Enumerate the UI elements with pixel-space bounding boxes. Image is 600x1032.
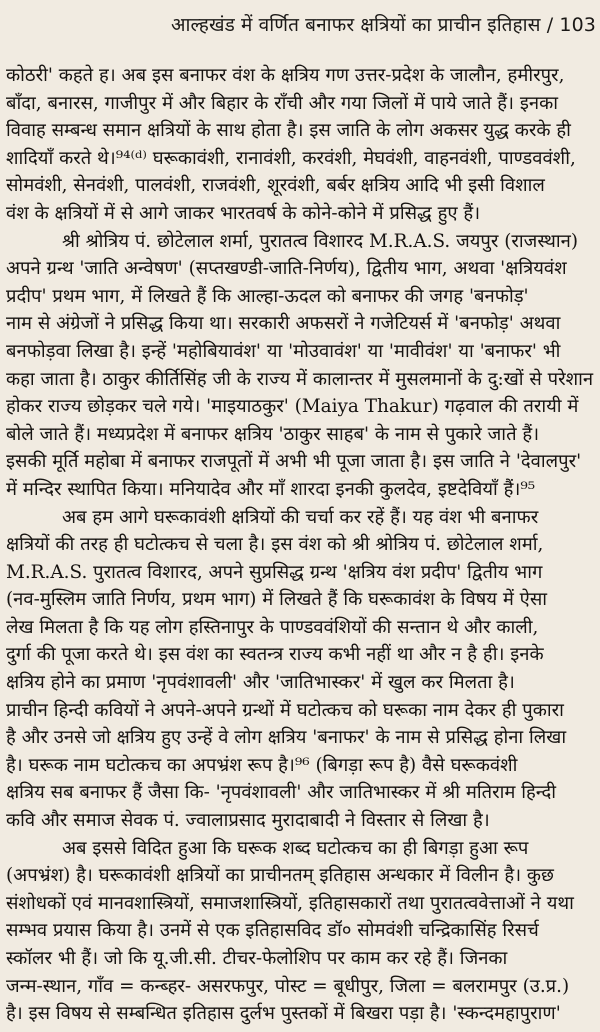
text-line: इसकी मूर्ति महोबा में बनाफर राजपूतों में अभी भी पूजा जाता है। इस जाति ने 'देवालपुर' xyxy=(6,451,582,473)
text-line: (अपभ्रंश) है। घरूकावंशी क्षत्रियों का प्राचीनतम् इतिहास अन्धकार में विलीन है। कुछ xyxy=(6,865,554,887)
header-separator: / xyxy=(546,14,554,36)
text-line: क्षत्रिय सब बनाफर हैं जैसा कि- 'नृपवंशावली' और जातिभास्कर में श्री मतिराम हिन्दी xyxy=(6,782,556,804)
text-line: है। घरूक नाम घटोत्कच का अपभ्रंश रूप है।⁹⁶ (बिगड़ा रूप है) वैसे घरूकवंशी xyxy=(6,754,518,776)
text-line: सम्भव प्रयास किया है। उनमें से एक इतिहासविद डॉ० सोमवंशी चन्द्रिकासिंह रिसर्च xyxy=(6,920,539,942)
text-line: कवि और समाज सेवक पं. ज्वालाप्रसाद मुरादाबादी ने विस्तार से लिखा है। xyxy=(6,810,490,832)
text-line: कोठरी' कहते ह। अब इस बनाफर वंश के क्षत्रिय गण उत्तर-प्रदेश के जालौन, हमीरपुर, xyxy=(6,65,565,86)
text-line: जन्म-स्थान, गाँव = कन्ब्हर- असरफपुर, पोस्ट = बूधीपुर, जिला = बलरामपुर (उ.प्र.) xyxy=(6,975,570,997)
text-line: बनफोड़वा लिखा है। इन्हें 'महोबियावंश' या 'मोउवावंश' या 'मावीवंश' या 'बनाफर' भी xyxy=(6,340,561,362)
text-line: अब इससे विदित हुआ कि घरूक शब्द घटोत्कच का ही बिगड़ा हुआ रूप xyxy=(62,837,529,859)
text-line: श्री श्रोत्रिय पं. छोटेलाल शर्मा, पुरातत्व विशारद M.R.A.S. जयपुर (राजस्थान) xyxy=(62,230,578,252)
text-line: नाम से अंग्रेजों ने प्रसिद्ध किया था। सरकारी अफसरों ने गजेटियर्स में 'बनफोड़' अथवा xyxy=(6,313,561,335)
text-line: दुर्गा की पूजा करते थे। इस वंश का स्वतन्त्र राज्य कभी नहीं था और न है ही। इनके xyxy=(6,644,544,666)
text-line: M.R.A.S. पुरातत्व विशारद, अपने सुप्रसिद्ध ग्रन्थ 'क्षत्रिय वंश प्रदीप' द्वितीय भाग xyxy=(6,561,543,583)
text-line: कहा जाता है। ठाकुर कीर्तिसिंह जी के राज्य में कालान्तर में मुसलमानों के दु:खों से परेशान xyxy=(6,368,594,390)
text-line: प्रदीप' प्रथम भाग, में लिखते हैं कि आल्हा-ऊदल को बनाफर की जगह 'बनफोड़' xyxy=(6,285,529,307)
text-line: प्राचीन हिन्दी कवियों ने अपने-अपने ग्रन्थों में घटोत्कच को घरूका नाम देकर ही पुकारा xyxy=(6,699,564,721)
page-number: 103 xyxy=(559,14,596,36)
text-line: क्षत्रिय होने का प्रमाण 'नृपवंशावली' और 'जातिभास्कर' में खुल कर मिलता है। xyxy=(6,672,515,694)
text-line: अपने ग्रन्थ 'जाति अन्वेषण' (सप्तखण्डी-जाति-निर्णय), द्वितीय भाग, अथवा 'क्षत्रियवंश xyxy=(6,258,567,280)
text-line: संशोधकों एवं मानवशास्त्रियों, समाजशास्त्रियों, इतिहासकारों तथा पुरातत्ववेत्ताओं ने यथा xyxy=(6,892,574,914)
text-line: सोमवंशी, सेनवंशी, पालवंशी, राजवंशी, शूरवंशी, बर्बर क्षत्रिय आदि भी इसी विशाल xyxy=(6,175,545,197)
text-line: विवाह सम्बन्ध समान क्षत्रियों के साथ होता है। इस जाति के लोग अकसर युद्ध करके ही xyxy=(6,120,571,142)
text-line: होकर राज्य छोड़कर चले गये। 'माइयाठकुर' (Maiya Thakur) गढ़वाल की तरायी में xyxy=(6,396,579,418)
text-line: लेख मिलता है कि यह लोग हस्तिनापुर के पाण्डववंशियों की सन्तान थे और काली, xyxy=(6,616,539,638)
text-line: है। इस विषय से सम्बन्धित इतिहास दुर्लभ पुस्तकों में बिखरा पड़ा है। 'स्कन्दमहापुराण' xyxy=(6,1003,561,1025)
text-line: (नव-मुस्लिम जाति निर्णय, प्रथम भाग) में लिखते हैं कि घरूकावंश के विषय में ऐसा xyxy=(6,589,548,611)
text-line: में मन्दिर स्थापित किया। मनियादेव और माँ शारदा इनकी कुलदेव, इष्टदेवियाँ हैं।⁹⁵ xyxy=(6,478,536,500)
header-title: आल्हखंड में वर्णित बनाफर क्षत्रियों का प्राचीन इतिहास xyxy=(171,14,541,36)
text-line: वंश के क्षत्रियों में से आगे जाकर भारतवर्ष के कोने-कोने में प्रसिद्ध हुए हैं। xyxy=(6,202,481,224)
text-line: है और उनसे जो क्षत्रिय हुए उन्हें वे लोग क्षत्रिय 'बनाफर' के नाम से प्रसिद्ध होना लिखा xyxy=(6,727,567,749)
text-line: शादियाँ करते थे।⁹⁴⁽ᵈ⁾ घरूकावंशी, रानावंशी, करवंशी, मेघवंशी, वाहनवंशी, पाण्डववंशी, xyxy=(6,147,576,169)
text-line: स्कॉलर भी हैं। जो कि यू.जी.सी. टीचर-फेलोशिप पर काम कर रहे हैं। जिनका xyxy=(6,948,508,969)
body-text xyxy=(6,62,594,1028)
text-line: अब हम आगे घरूकावंशी क्षत्रियों की चर्चा कर रहें हैं। यह वंश भी बनाफर xyxy=(62,506,539,528)
text-line: बाँदा, बनारस, गाजीपुर में और बिहार के राँची और गया जिलों में पाये जाते हैं। इनका xyxy=(6,92,558,114)
running-header xyxy=(0,0,600,56)
text-line: बोले जाते हैं। मध्यप्रदेश में बनाफर क्षत्रिय 'ठाकुर साहब' के नाम से पुकारे जाते हैं। xyxy=(6,423,540,445)
text-line: क्षत्रियों की तरह ही घटोत्कच से चला है। इस वंश को श्री श्रोत्रिय पं. छोटेलाल शर्मा, xyxy=(6,534,544,556)
